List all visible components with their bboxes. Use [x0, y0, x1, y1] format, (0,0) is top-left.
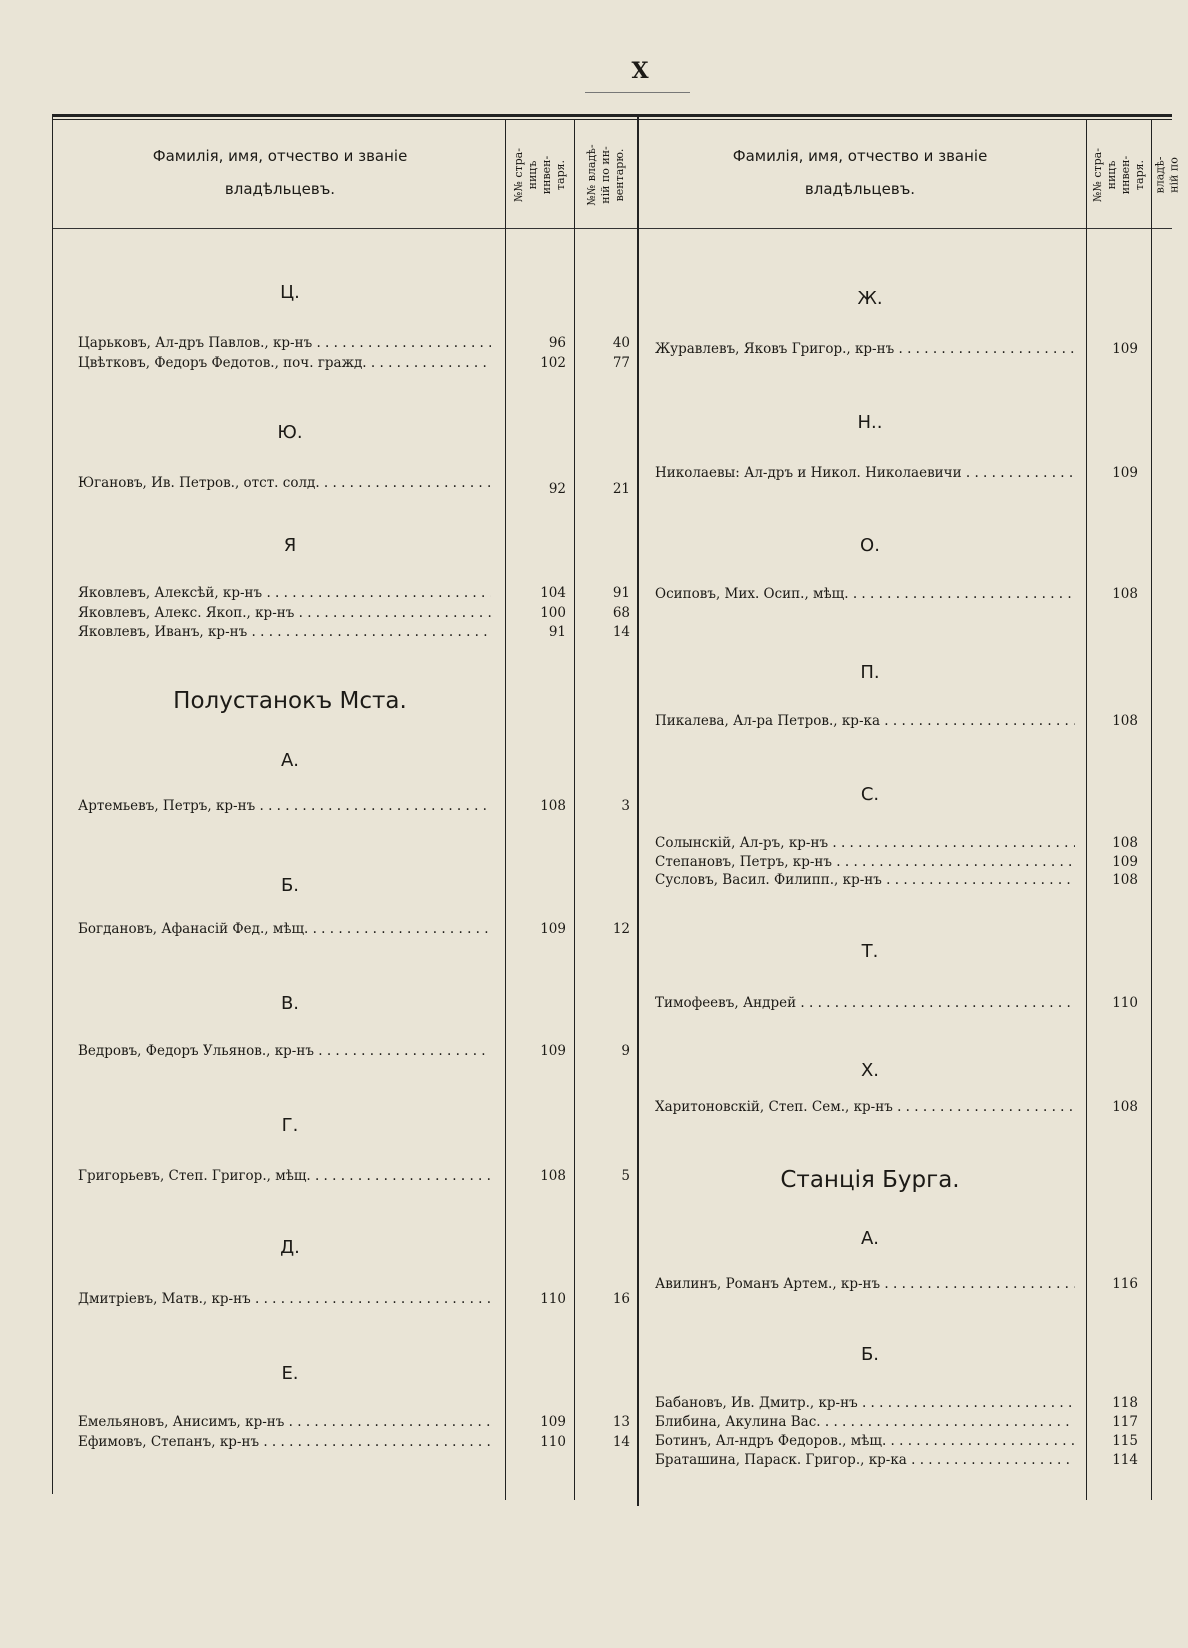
- section-letter: Д.: [280, 1237, 300, 1258]
- owner-number-cell: 13: [612, 1414, 630, 1430]
- section-letter: Ю.: [277, 422, 303, 443]
- owner-number-cell: 40: [612, 335, 630, 351]
- owner-number-cell: 91: [612, 585, 630, 601]
- table-row: [78, 603, 630, 623]
- section-letter: В.: [280, 993, 300, 1014]
- page-number-cell: 114: [1112, 1452, 1138, 1468]
- section-letter: Ж.: [857, 288, 883, 309]
- table-row: [655, 584, 1145, 604]
- table-row: [78, 796, 630, 816]
- left-pages-column-header: №№ стра- ницъ инвен- таря.: [512, 148, 567, 202]
- owner-name: Браташина, Параск. Григор., кр-ка . . .: [655, 1450, 1075, 1470]
- page-number-cell: 102: [540, 355, 566, 371]
- page-number-cell: 116: [1112, 1276, 1138, 1292]
- page-number-cell: 110: [540, 1291, 566, 1307]
- section-letter: С.: [860, 784, 880, 805]
- page-number: X: [631, 58, 649, 84]
- owner-name: Степановъ, Петръ, кр-нъ . . .: [655, 852, 1075, 872]
- page-number-cell: 108: [1112, 872, 1138, 888]
- section-letter: Ц.: [280, 282, 300, 303]
- owner-name: Ефимовъ, Степанъ, кр-нъ . . .: [78, 1432, 491, 1452]
- right-name-column-header: Фамилія, имя, отчество и званіе владѣльцевъ.: [732, 147, 988, 198]
- table-row: [655, 852, 1145, 872]
- header-rule: [52, 228, 1172, 229]
- section-letter: Е.: [281, 1363, 299, 1384]
- table-row: [655, 1450, 1145, 1470]
- section-letter: Т.: [861, 941, 879, 962]
- table-row: [655, 870, 1145, 890]
- owner-name: Бабановъ, Ив. Дмитр., кр-нъ . . .: [655, 1393, 1075, 1413]
- owner-name: Дмитріевъ, Матв., кр-нъ . . .: [78, 1289, 491, 1309]
- station-title: Полустанокъ Мста.: [173, 688, 407, 714]
- page-number-cell: 96: [548, 335, 566, 351]
- owner-name: Журавлевъ, Яковъ Григор., кр-нъ . . .: [655, 339, 1075, 359]
- table-row: [655, 1274, 1145, 1294]
- table-row: [78, 1166, 630, 1186]
- owner-name: Пикалева, Ал-ра Петров., кр-ка . . .: [655, 711, 1075, 731]
- left-owner-column-header: №№ владѣ- ній по ин- вентарю.: [585, 144, 626, 206]
- owner-number-cell: 14: [612, 624, 630, 640]
- section-letter: Б.: [860, 1344, 880, 1365]
- table-row: [78, 919, 630, 939]
- table-row: [78, 1432, 630, 1452]
- left-name-column-header: Фамилія, имя, отчество и званіе владѣльцевъ.: [152, 147, 408, 198]
- owner-number-cell: 14: [612, 1434, 630, 1450]
- page-number-cell: 108: [1112, 586, 1138, 602]
- owner-name: Авилинъ, Романъ Артем., кр-нъ . . .: [655, 1274, 1075, 1294]
- page-number-cell: 108: [1112, 1099, 1138, 1115]
- table-row: [655, 1097, 1145, 1117]
- section-letter: А.: [860, 1228, 880, 1249]
- page-number-cell: 109: [540, 1043, 566, 1059]
- owner-name: Осиповъ, Мих. Осип., мѣщ. . . .: [655, 584, 1075, 604]
- right-owner-column-header: владѣ- ній по: [1153, 156, 1181, 194]
- table-row: [655, 711, 1145, 731]
- section-letter: Я: [283, 535, 297, 556]
- page-number-cell: 118: [1112, 1395, 1138, 1411]
- owner-name: Цвѣтковъ, Федоръ Федотов., поч. гражд. . . .: [78, 353, 491, 373]
- page-number-cell: 100: [540, 605, 566, 621]
- owner-name: Григорьевъ, Степ. Григор., мѣщ. . . .: [78, 1166, 491, 1186]
- owner-number-cell: 21: [612, 481, 630, 497]
- table-row: [78, 333, 630, 353]
- owner-name: Яковлевъ, Алексѣй, кр-нъ . . .: [78, 583, 491, 603]
- section-letter: П.: [860, 662, 880, 683]
- table-row: [78, 1412, 630, 1432]
- owner-number-cell: 16: [612, 1291, 630, 1307]
- page-number-cell: 110: [540, 1434, 566, 1450]
- table-frame-top-thin: [52, 119, 1172, 120]
- page-number-cell: 110: [1112, 995, 1138, 1011]
- owner-number-cell: 77: [612, 355, 630, 371]
- owner-number-cell: 12: [612, 921, 630, 937]
- page-number-cell: 104: [540, 585, 566, 601]
- section-letter: О.: [860, 535, 880, 556]
- page-number-cell: 108: [1112, 713, 1138, 729]
- table-row: [655, 833, 1145, 853]
- owner-name: Харитоновскій, Степ. Сем., кр-нъ . . .: [655, 1097, 1075, 1117]
- owner-number-cell: 9: [621, 1043, 630, 1059]
- page-number-cell: 117: [1112, 1414, 1138, 1430]
- owner-name: Югановъ, Ив. Петров., отст. солд. . . .: [78, 473, 491, 493]
- owner-name: Солынскій, Ал-ръ, кр-нъ . . .: [655, 833, 1075, 853]
- section-letter: Х.: [860, 1060, 880, 1081]
- owner-name: Ведровъ, Федоръ Ульянов., кр-нъ . . .: [78, 1041, 491, 1061]
- page-number-cell: 108: [1112, 835, 1138, 851]
- left-border: [52, 114, 53, 1494]
- section-letter: Г.: [281, 1115, 299, 1136]
- owner-name: Царьковъ, Ал-дръ Павлов., кр-нъ . . .: [78, 333, 491, 353]
- owner-number-cell: 5: [621, 1168, 630, 1184]
- page-number-cell: 108: [540, 1168, 566, 1184]
- right-pages-column-header: №№ стра- ницъ инвен- таря.: [1091, 148, 1146, 202]
- owner-number-cell: 68: [612, 605, 630, 621]
- owner-name: Богдановъ, Афанасій Фед., мѣщ. . . .: [78, 919, 491, 939]
- page-number-cell: 109: [540, 1414, 566, 1430]
- table-row: [78, 583, 630, 603]
- owner-name: Николаевы: Ал-дръ и Никол. Николаевичи . . .: [655, 463, 1075, 483]
- page-number-cell: 109: [1112, 341, 1138, 357]
- table-row: [78, 1041, 630, 1061]
- section-letter: А.: [280, 750, 300, 771]
- page-number-rule: [585, 92, 690, 93]
- station-title: Станція Бурга.: [780, 1167, 960, 1193]
- owner-name: Яковлевъ, Алекс. Якоп., кр-нъ . . .: [78, 603, 491, 623]
- table-row: [655, 339, 1145, 359]
- table-row: [78, 353, 630, 373]
- page-number-cell: 109: [1112, 465, 1138, 481]
- center-divider: [637, 114, 639, 1506]
- owner-name: Сусловъ, Васил. Филипп., кр-нъ . . .: [655, 870, 1075, 890]
- table-row: [655, 993, 1145, 1013]
- table-frame-top: [52, 114, 1172, 117]
- table-row: [655, 1431, 1145, 1451]
- page-number-cell: 91: [548, 624, 566, 640]
- owner-name: Тимофеевъ, Андрей . . .: [655, 993, 1075, 1013]
- table-row: [655, 463, 1145, 483]
- table-row: [78, 473, 630, 497]
- table-row: [78, 1289, 630, 1309]
- page-number-cell: 92: [548, 481, 566, 497]
- page-number-cell: 115: [1112, 1433, 1138, 1449]
- page-number-cell: 109: [1112, 854, 1138, 870]
- table-row: [78, 622, 630, 642]
- section-letter: Н..: [857, 412, 883, 433]
- owner-number-cell: 3: [621, 798, 630, 814]
- section-letter: Б.: [280, 875, 300, 896]
- page-number-cell: 109: [540, 921, 566, 937]
- owner-name: Яковлевъ, Иванъ, кр-нъ . . .: [78, 622, 491, 642]
- page-number-cell: 108: [540, 798, 566, 814]
- owner-name: Блибина, Акулина Вас. . . .: [655, 1412, 1075, 1432]
- right-owner-divider: [1151, 120, 1152, 1500]
- table-row: [655, 1412, 1145, 1432]
- owner-name: Емельяновъ, Анисимъ, кр-нъ . . .: [78, 1412, 491, 1432]
- owner-name: Артемьевъ, Петръ, кр-нъ . . .: [78, 796, 491, 816]
- owner-name: Ботинъ, Ал-ндръ Федоров., мѣщ. . . .: [655, 1431, 1075, 1451]
- table-row: [655, 1393, 1145, 1413]
